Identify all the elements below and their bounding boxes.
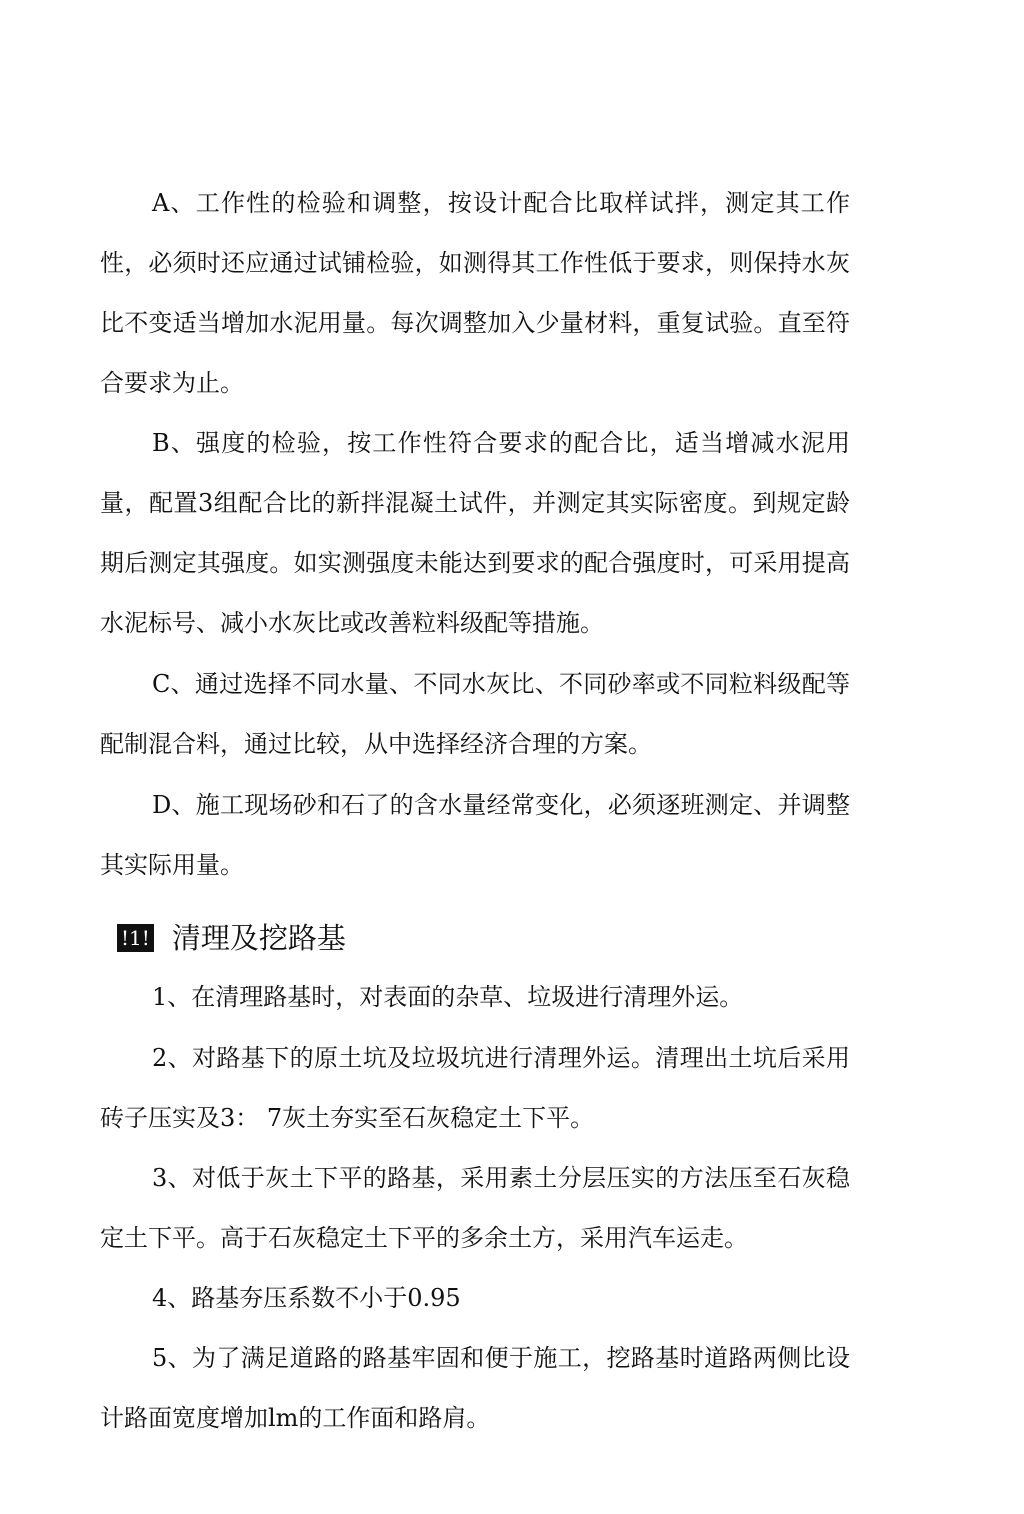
list-item-1: 1、在清理路基时，对表面的杂草、垃圾进行清理外运。 [152, 983, 744, 1011]
paragraph-c: C、通过选择不同水量、不同水灰比、不同砂率或不同粒料级配等配制混合料，通过比较，从中选择经济合理的方案。 [100, 670, 850, 758]
section-heading [117, 914, 346, 962]
section-number-marker: !1! [117, 924, 154, 952]
paragraph-b: B、强度的检验，按工作性符合要求的配合比，适当增减水泥用量，配置3组配合比的新拌混凝土试件，并测定其实际密度。到规定龄期后测定其强度。如实测强度未能达到要求的配合强度时，可采用提高水泥标号、减小水灰比或改善粒料级配等措施。 [100, 429, 850, 637]
section-title: 清理及挖路基 [171, 921, 346, 955]
paragraph-d: D、施工现场砂和石了的含水量经常变化，必须逐班测定、并调整其实际用量。 [100, 791, 850, 879]
list-item-5: 5、为了满足道路的路基牢固和便于施工，挖路基时道路两侧比设计路面宽度增加lm的工作面和路肩。 [100, 1344, 850, 1432]
paragraph-a: A、工作性的检验和调整，按设计配合比取样试拌，测定其工作性，必须时还应通过试铺检验，如测得其工作性低于要求，则保持水灰比不变适当增加水泥用量。每次调整加入少量材料，重复试验。直至符合要求为止。 [100, 189, 850, 397]
list-item-3: 3、对低于灰土下平的路基，采用素土分层压实的方法压至石灰稳定土下平。高于石灰稳定土下平的多余土方，采用汽车运走。 [100, 1164, 850, 1252]
list-item-2: 2、对路基下的原土坑及垃圾坑进行清理外运。清理出土坑后采用砖子压实及3： 7灰土夯实至石灰稳定土下平。 [100, 1044, 850, 1132]
list-item-4: 4、路基夯压系数不小于0.95 [152, 1284, 461, 1312]
